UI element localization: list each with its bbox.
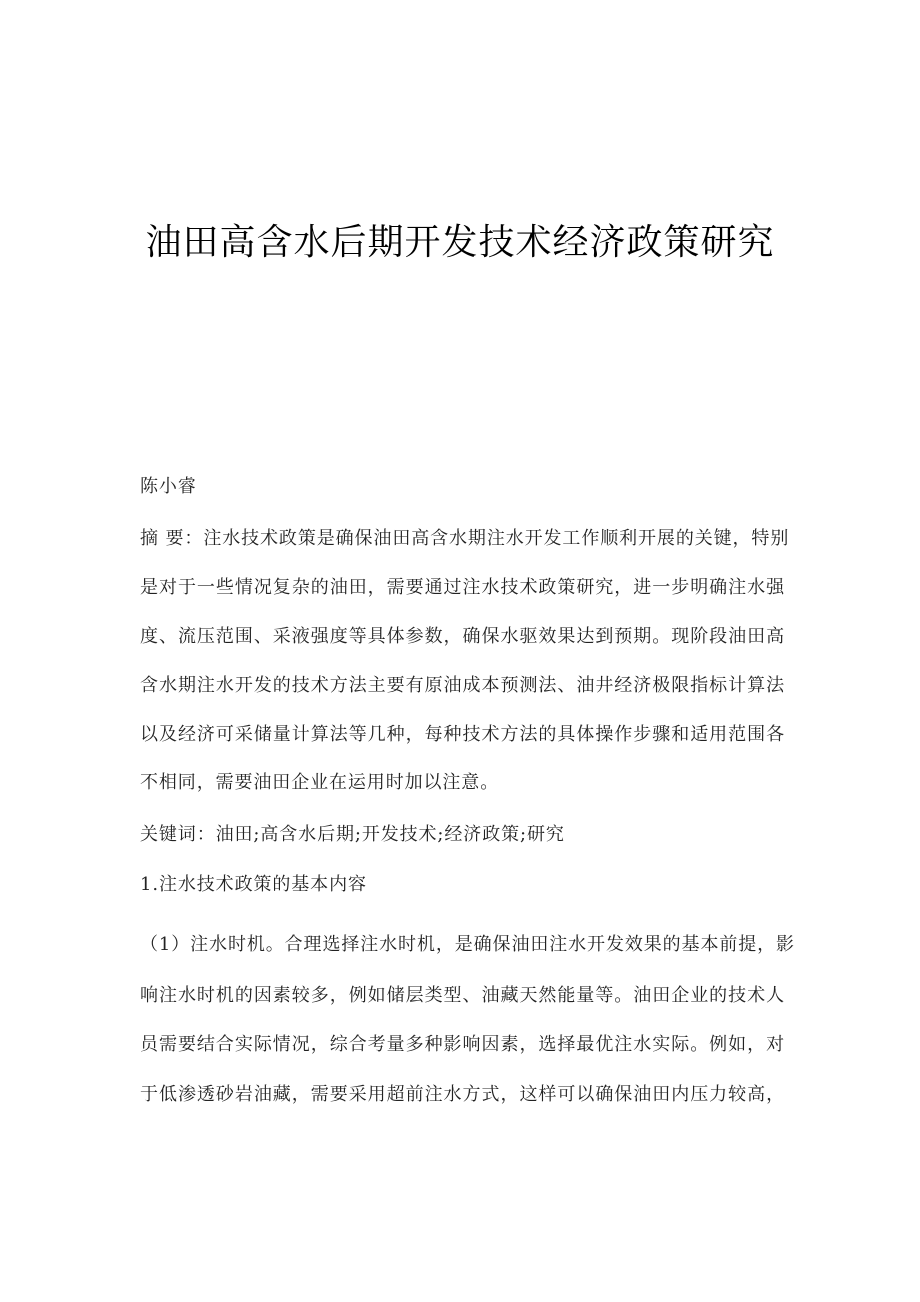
body-line: 响注水时机的因素较多，例如储层类型、油藏天然能量等。油田企业的技术人 (140, 985, 785, 1006)
abstract-line: 摘 要：注水技术政策是确保油田高含水期注水开发工作顺利开展的关键，特别 (140, 528, 790, 549)
body-line: 员需要结合实际情况，综合考量多种影响因素，选择最优注水实际。例如，对 (140, 1034, 785, 1055)
author-name: 陈小睿 (140, 476, 197, 497)
abstract-line: 是对于一些情况复杂的油田，需要通过注水技术政策研究，进一步明确注水强 (140, 577, 785, 598)
abstract-line: 以及经济可采储量计算法等几种，每种技术方法的具体操作步骤和适用范围各 (140, 724, 785, 745)
abstract-line: 度、流压范围、采液强度等具体参数，确保水驱效果达到预期。现阶段油田高 (140, 626, 785, 647)
section-heading: 1.注水技术政策的基本内容 (140, 874, 367, 895)
abstract-line: 不相同，需要油田企业在运用时加以注意。 (140, 772, 500, 793)
body-line: 于低渗透砂岩油藏，需要采用超前注水方式，这样可以确保油田内压力较高， (140, 1084, 785, 1105)
document-title: 油田高含水后期开发技术经济政策研究 (145, 222, 775, 263)
abstract-line: 含水期注水开发的技术方法主要有原油成本预测法、油井经济极限指标计算法 (140, 675, 785, 696)
body-line: （1）注水时机。合理选择注水时机，是确保油田注水开发效果的基本前提，影 (140, 934, 795, 955)
keywords: 关键词：油田;高含水后期;开发技术;经济政策;研究 (140, 824, 565, 845)
